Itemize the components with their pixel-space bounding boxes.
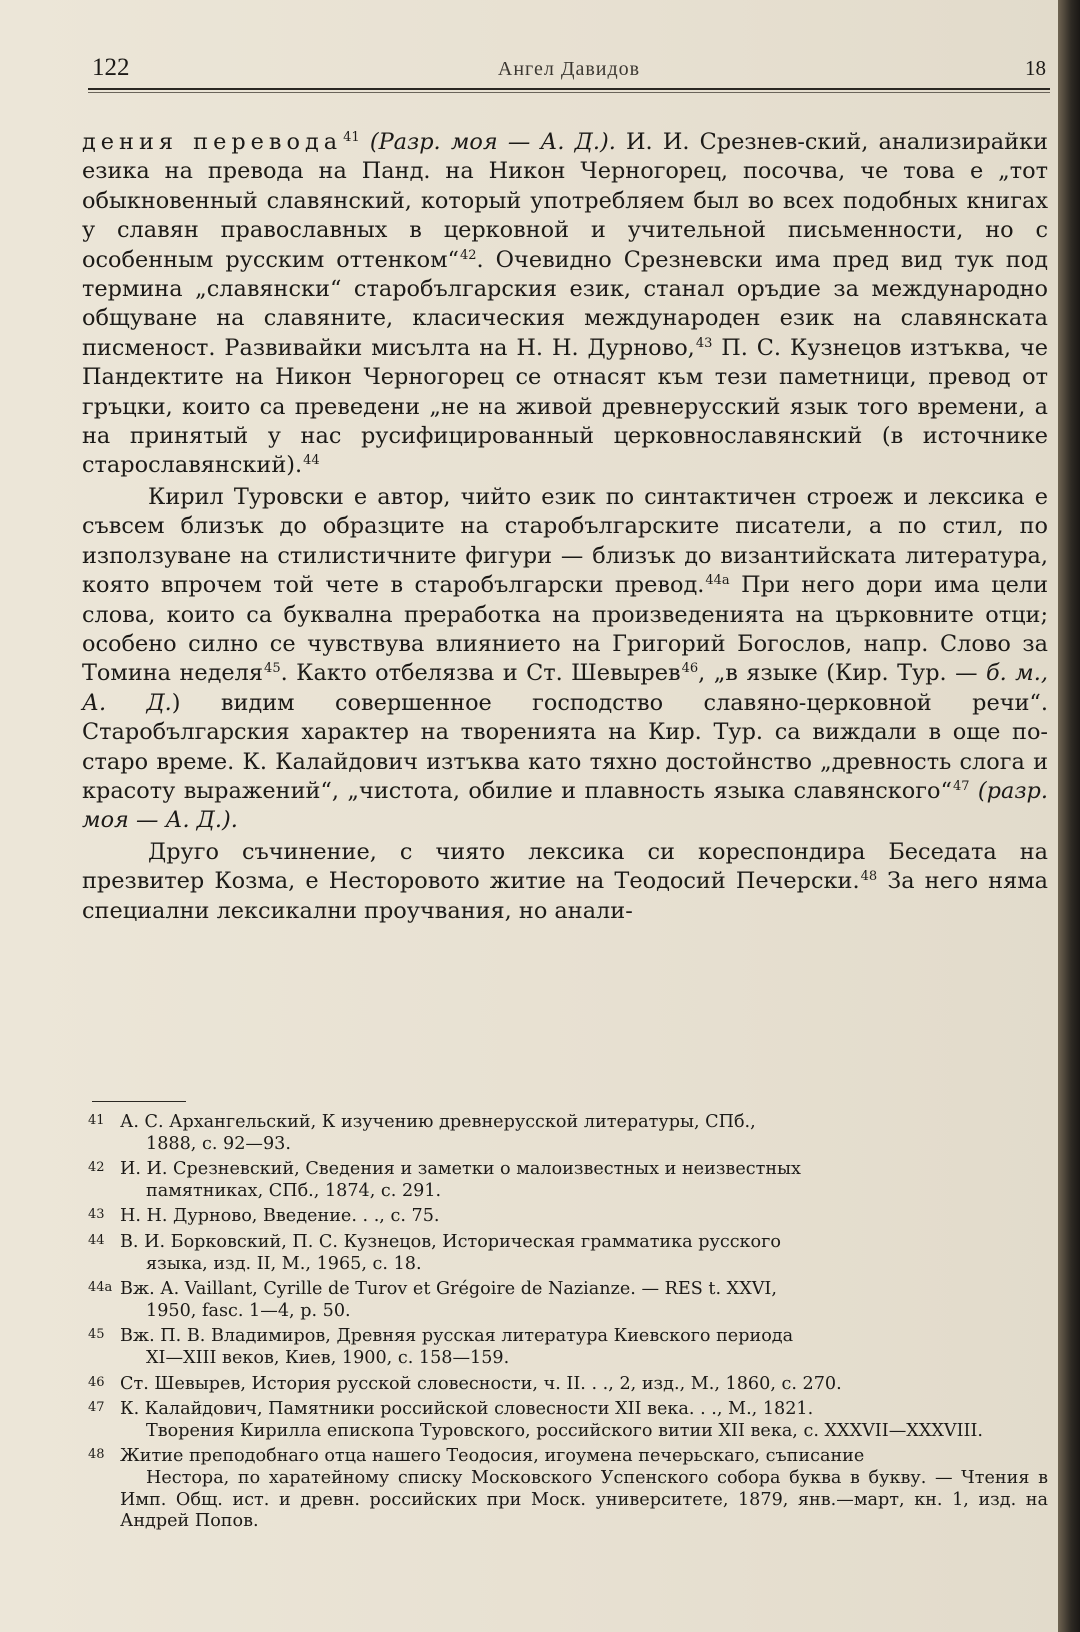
- main-text: [82, 128, 1048, 926]
- footnote-47: 47 К. Калайдович, Памятники российской словесности XII века. . ., М., 1821. Творения Кирилла епископа Туровского, российского витии XII века, с. XXXVII—XXXVIII.: [88, 1399, 984, 1441]
- footnote-ref-45[interactable]: 45: [264, 661, 281, 677]
- paragraph-3: Друго съчинение, с чиято лексика си кореспондира Беседата на презвитер Козма, е Несторовото житие на Теодосий Печерски.$^{48}$ За него няма специални лексикални проучвания, но анали-: [82, 838, 1049, 924]
- footnote-41: 41 А. С. Архангельский, К изучению древнерусской литературы, СПб., 1888, с. 92—93.: [88, 1112, 756, 1154]
- header-rule-thin: [88, 92, 1050, 93]
- footnote-43: 43 Н. Н. Дурново, Введение. . ., с. 75.: [88, 1206, 440, 1227]
- page-number: 122: [92, 54, 130, 81]
- chapter-number: 18: [1025, 56, 1046, 80]
- footnote-44: 44 В. И. Борковский, П. С. Кузнецов, Историческая грамматика русского языка, изд. II, М., 1965, с. 18.: [88, 1231, 781, 1274]
- header-rule: [88, 88, 1050, 90]
- book-spine-edge: [1058, 0, 1080, 1632]
- footnote-ref-44a[interactable]: 44а: [705, 573, 730, 589]
- footnote-ref-41[interactable]: 41: [343, 130, 360, 145]
- paragraph-1: дения перевода$^{41}$ (Разр. моя — А. Д.). И. И. Срезнев-ский, анализирайки езика на превода на Панд. на Никон Черногорец, посочва, че това е „тот обыкновенный славянский, который употребляем был во всех подобных книгах у славян православных в церковной и учительной письменности, но с особенным русским оттенком“$^{42}$. Очевидно Срезневски има пред вид тук под термина „славянски“ старобългарския език, станал оръдие за международно общуване на славяните, класическия международен език на славянската писменост. Развивайки мисълта на Н. Н. Дурново,$^{43}$ П. С. Кузнецов изтъква, че Пандектите на Никон Черногорец се отнасят към тези паметници, превод от гръцки, които са преведени „не на живой древнерусский язык того времени, а на принятый у нас русифицированный церковнославянский (в источнике старославянский).$^{44}$: [82, 129, 1049, 479]
- footnote-ref-42[interactable]: 42: [460, 247, 477, 263]
- page-header: [88, 52, 1050, 86]
- footnote-ref-47[interactable]: 47: [952, 778, 970, 794]
- footnote-46: 46 Ст. Шевырев, История русской словесности, ч. II. . ., 2, изд., М., 1860, с. 270.: [88, 1373, 842, 1394]
- footnote-45: 45 Вж. П. В. Владимиров, Древняя русская литература Киевского периода XI—XIII веков, Киев, 1900, с. 158—159.: [88, 1326, 794, 1368]
- footnote-ref-48[interactable]: 48: [860, 869, 878, 885]
- footnote-44a: 44а Вж. А. Vaillant, Cyrille de Turov et Grégoire de Nazianze. — RES t. XXVI, 1950, fasc. 1—4, p. 50.: [88, 1279, 777, 1321]
- footnote-42: 42 И. И. Срезневский, Сведения и заметки о малоизвестных и неизвестных памятниках, СПб., 1874, с. 291.: [88, 1159, 801, 1201]
- footnote-ref-44[interactable]: 44: [303, 453, 320, 469]
- running-head-author: Ангел Давидов: [497, 58, 641, 80]
- footnote-separator: [92, 1101, 186, 1102]
- footnotes: [86, 1112, 1048, 1537]
- footnote-48: 48 Житие преподобнаго отца нашего Теодосия, игоумена печерьскаго, съписание Нестора, по харатейному списку Московского Успенского собора буква в букву. — Чтения в Имп. Общ. ист. и древн. российских при Моск. университете, 1879, янв.—март, кн. 1, изд. на Андрей Попов.: [88, 1446, 1048, 1532]
- paragraph-2: Кирил Туровски е автор, чийто език по синтактичен строеж и лексика е съвсем близък до образците на старобългарските писатели, а по стил, по използуване на стилистичните фигури — близък до византийската литература, която впрочем той чете в старобългарски превод.$^{44а}$ При него дори има цели слова, които са буквална преработка на произведенията на църковните отци; особено силно се чувствува влиянието на Григорий Богослов, напр. Слово за Томина неделя$^{45}$. Както отбелязва и Ст. Шевырев$^{46}$, „в языке (Кир. Тур. — б. м., А. Д.) видим совершенное господство славяно-церковной речи“. Старобългарския характер на творенията на Кир. Тур. са виждали в още по-старо време. К. Калайдович изтъква като тяхно достойнство „древность слога и красоту выражений“, „чистота, обилие и плавность языка славянского“$^{47}$ (разр. моя — А. Д.).: [82, 483, 1049, 834]
- footnote-ref-46[interactable]: 46: [681, 661, 699, 677]
- footnote-ref-43[interactable]: 43: [695, 335, 713, 351]
